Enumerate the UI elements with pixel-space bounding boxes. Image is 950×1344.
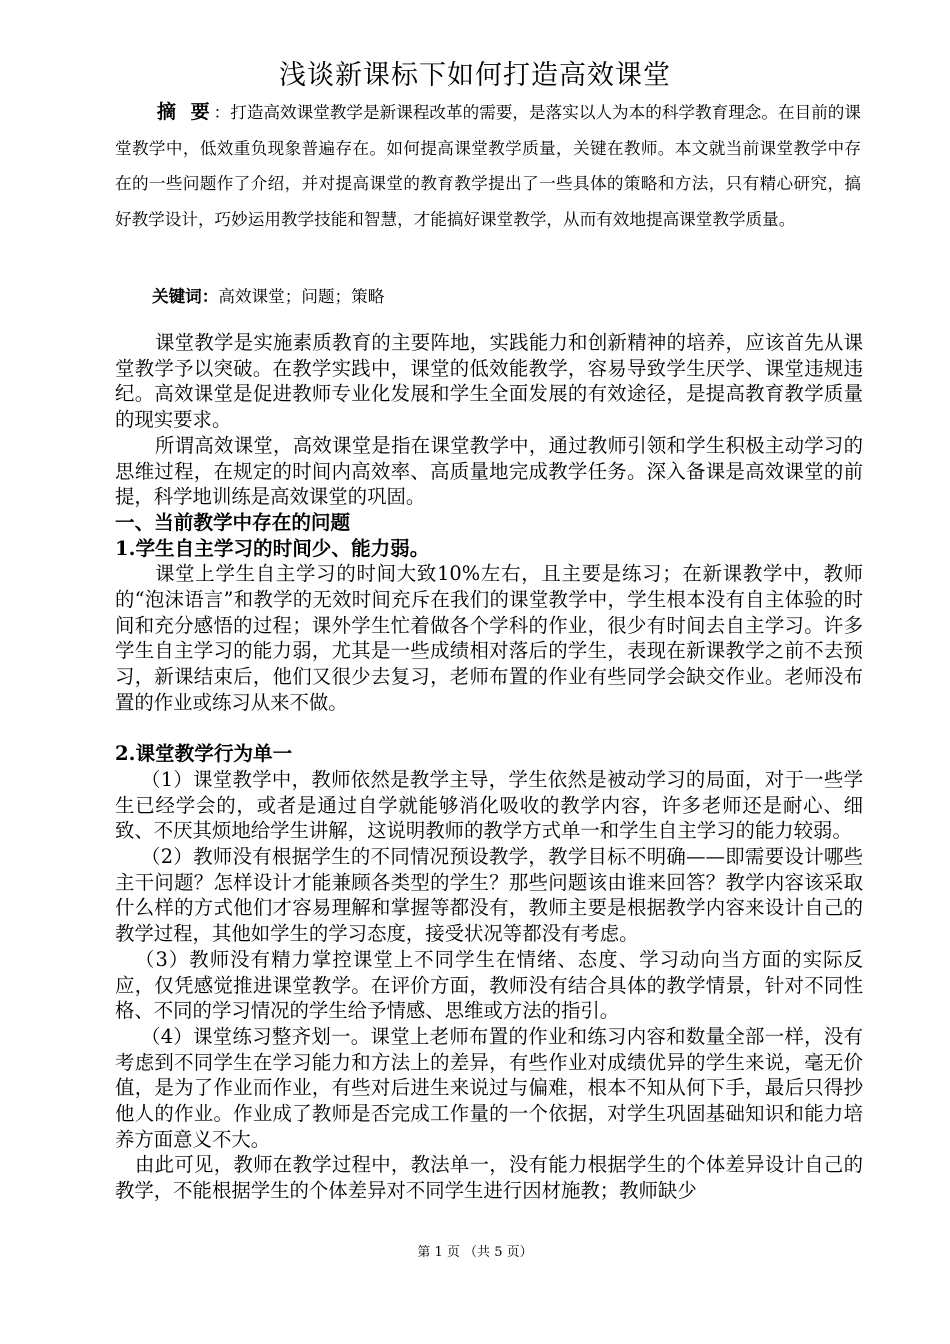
subsection-2-paragraph-2: （2）教师没有根据学生的不同情况预设教学，教学目标不明确——即需要设计哪些主干问题？怎样设计才能兼顾各类型的学生？那些问题该由谁来回答？教学内容该采取什么样的方式他们才容易理解和掌握等都没有，教师主要是根据教学内容来设计自己的教学过程，其他如学生的学习态度，接受状况等都没有考虑。	[115, 845, 863, 946]
subsection-heading-2: 2.课堂教学行为单一	[115, 742, 293, 766]
abstract-label: 摘 要	[157, 101, 214, 123]
document-title: 浅谈新课标下如何打造高效课堂	[279, 60, 671, 91]
conclusion-paragraph: 由此可见，教师在教学过程中，教法单一，没有能力根据学生的个体差异设计自己的教学，不能根据学生的个体差异对不同学生进行因材施教；教师缺少	[115, 1153, 863, 1203]
section-heading-1: 一、当前教学中存在的问题	[115, 510, 351, 534]
subsection-2-paragraph-3: （3）教师没有精力掌控课堂上不同学生在情绪、态度、学习动向当方面的实际反应，仅凭感觉推进课堂教学。在评价方面，教师没有结合具体的教学情景，针对不同性格、不同的学习情况的学生给予情感、思维或方法的指引。	[115, 947, 863, 1023]
subsection-2-paragraph-4: （4）课堂练习整齐划一。课堂上老师布置的作业和练习内容和数量全部一样，没有考虑到不同学生在学习能力和方法上的差异，有些作业对成绩优异的学生来说，毫无价值，是为了作业而作业，有些对后进生来说过与偏难，根本不知从何下手，最后只得抄他人的作业。作业成了教师是否完成工作量的一个依据，对学生巩固基础知识和能力培养方面意义不大。	[115, 1024, 863, 1151]
keywords	[152, 284, 852, 310]
subsection-heading-1: 1.学生自主学习的时间少、能力弱。	[115, 536, 430, 560]
blank-line	[115, 716, 863, 742]
intro-paragraph-1: 课堂教学是实施素质教育的主要阵地，实践能力和创新精神的培养，应该首先从课堂教学予以突破。在教学实践中，课堂的低效能教学，容易导致学生厌学、课堂违规违纪。高效课堂是促进教师专业化发展和学生全面发展的有效途径，是提高教育教学质量的现实要求。	[115, 331, 863, 432]
abstract-text: ：打造高效课堂教学是新课程改革的需要，是落实以人为本的科学教育理念。在目前的课堂教学中，低效重负现象普遍存在。如何提高课堂教学质量，关键在教师。本文就当前课堂教学中存在的一些问题作了介绍，并对提高课堂的教育教学提出了一些具体的策略和方法，只有精心研究，搞好教学设计，巧妙运用教学技能和智慧，才能搞好课堂教学，从而有效地提高课堂教学质量。	[115, 103, 861, 229]
keywords-label: 关键词：	[152, 287, 219, 306]
abstract	[115, 95, 861, 237]
intro-paragraph-2: 所谓高效课堂，高效课堂是指在课堂教学中，通过教师引领和学生积极主动学习的思维过程，在规定的时间内高效率、高质量地完成教学任务。深入备课是高效课堂的前提，科学地训练是高效课堂的巩固。	[115, 433, 863, 509]
keywords-text: 高效课堂；问题；策略	[218, 287, 385, 306]
page-footer: 第 1 页 （共 5 页）	[417, 1245, 533, 1260]
document-body	[115, 330, 863, 1204]
subsection-1-paragraph: 课堂上学生自主学习的时间大致10%左右，且主要是练习；在新课教学中，教师的“泡沫语言”和教学的无效时间充斥在我们的课堂教学中，学生根本没有自主体验的时间和充分感悟的过程；课外学生忙着做各个学科的作业，很少有时间去自主学习。许多学生自主学习的能力弱，尤其是一些成绩相对落后的学生，表现在新课教学之前不去预习，新课结束后，他们又很少去复习，老师布置的作业有些同学会缺交作业。老师没布置的作业或练习从来不做。	[115, 562, 863, 714]
subsection-2-paragraph-1: （1）课堂教学中，教师依然是教学主导，学生依然是被动学习的局面，对于一些学生已经学会的，或者是通过自学就能够消化吸收的教学内容，许多老师还是耐心、细致、不厌其烦地给学生讲解，这说明教师的教学方式单一和学生自主学习的能力较弱。	[115, 767, 863, 843]
